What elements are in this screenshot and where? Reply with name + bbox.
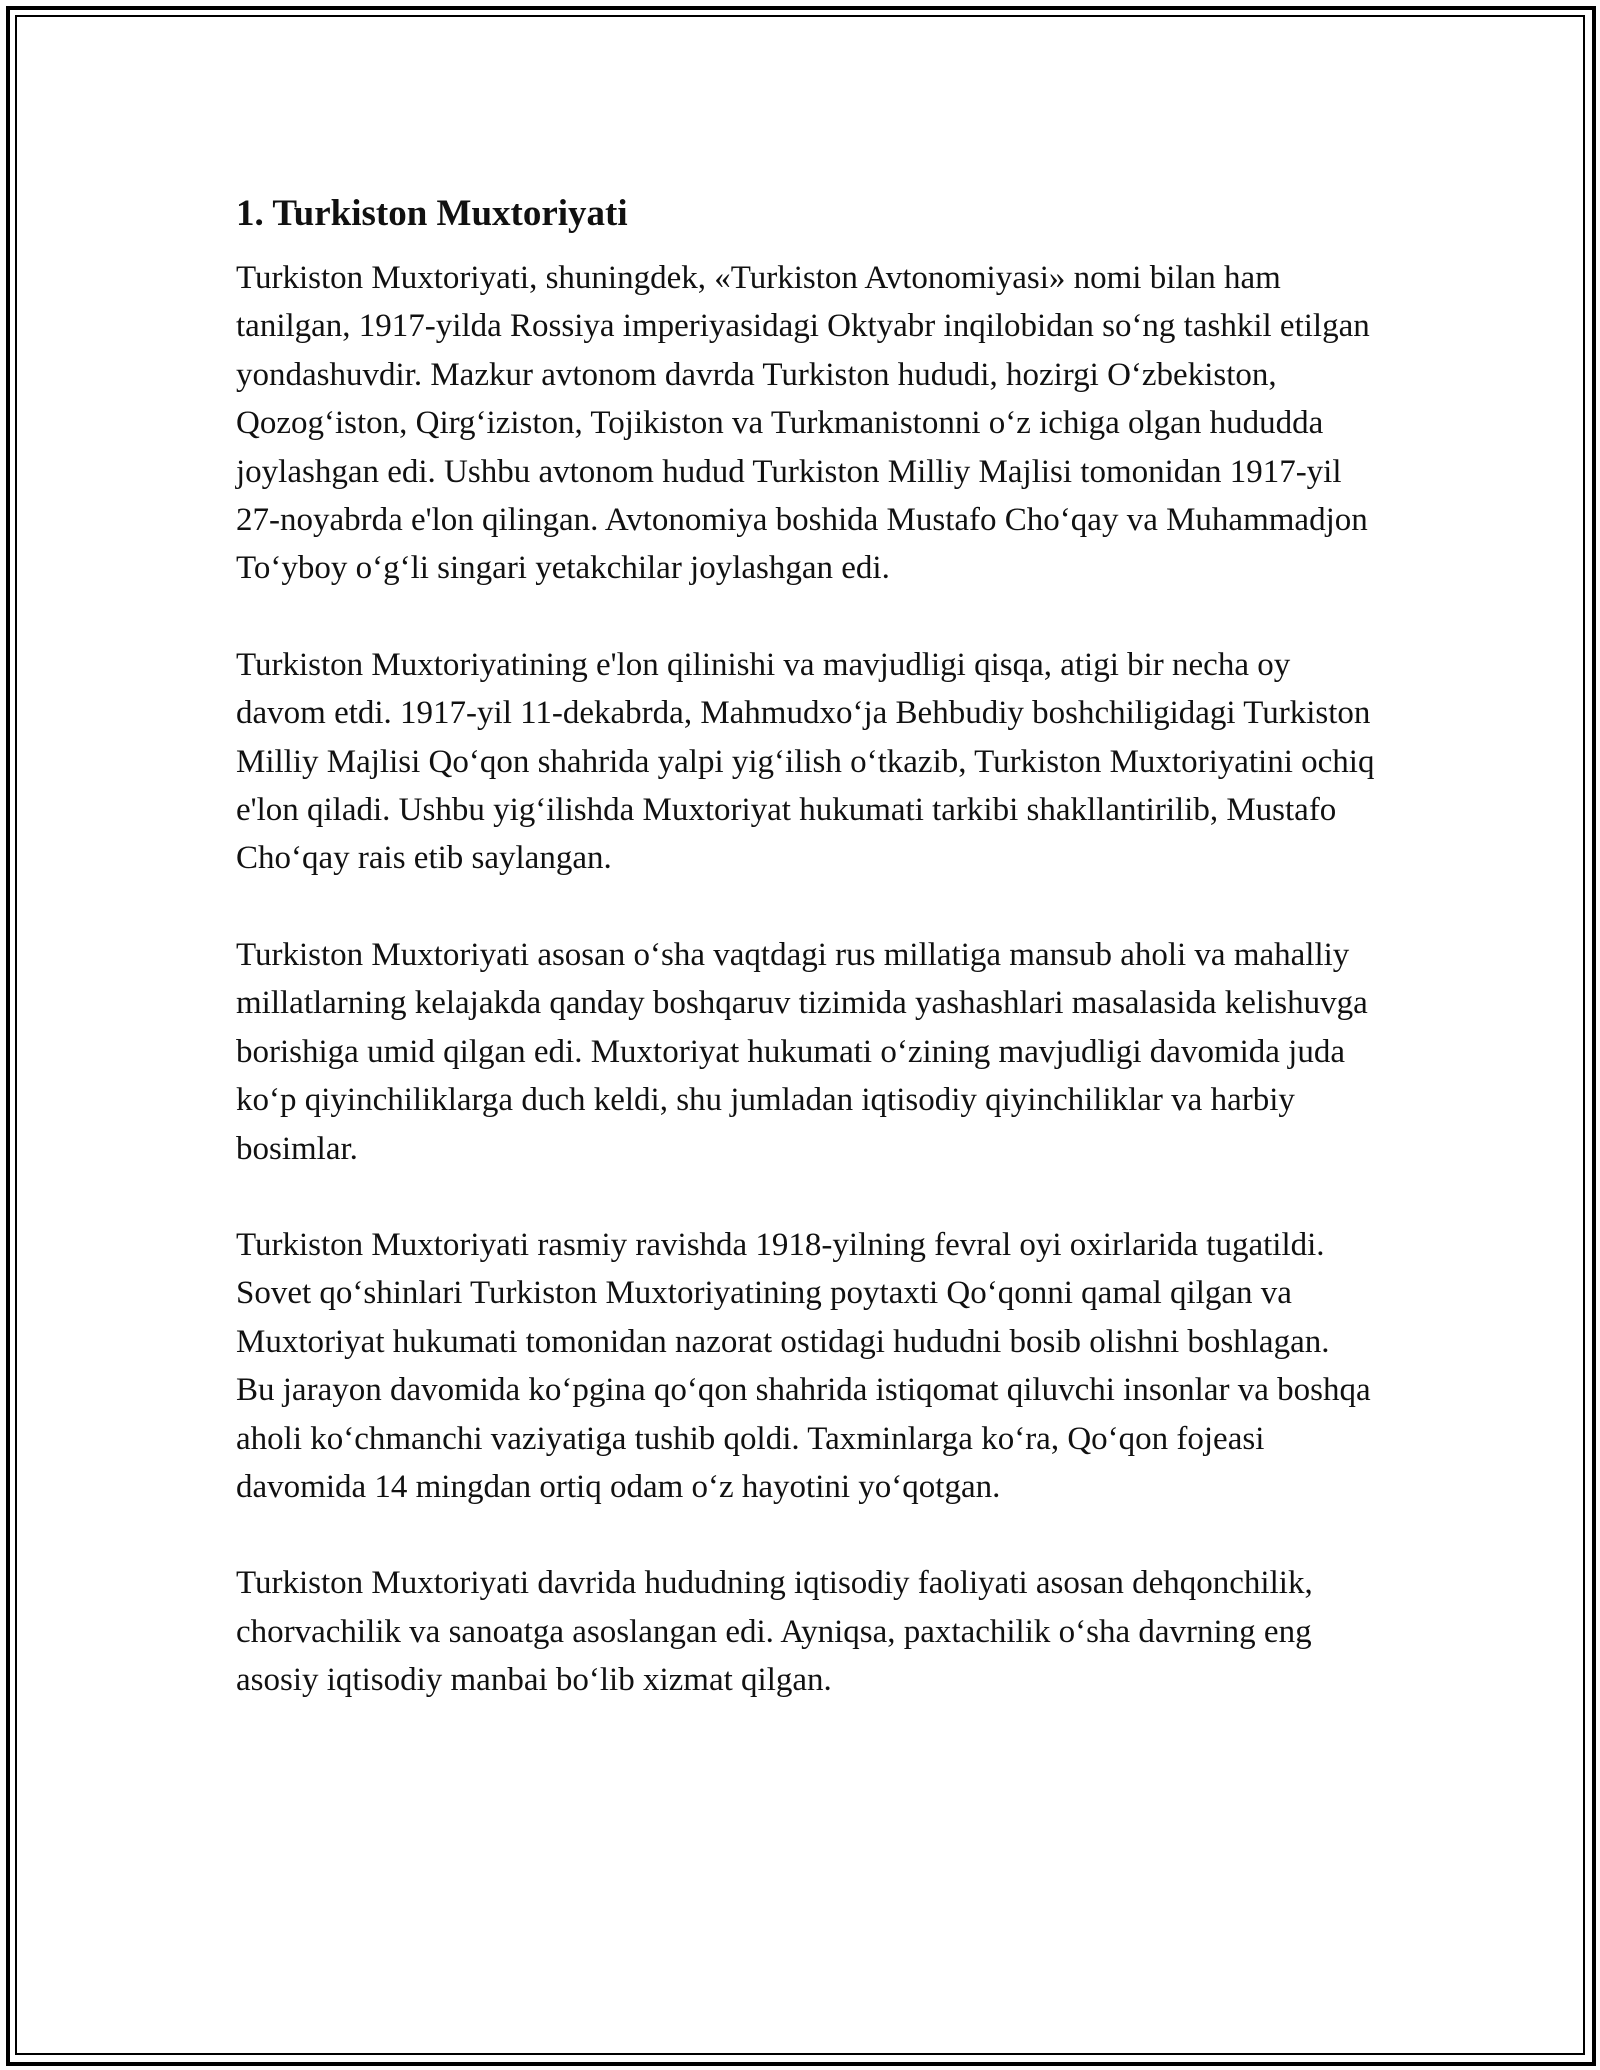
- paragraph-5: Turkiston Muxtoriyati davrida hududning iqtisodiy faoliyati asosan dehqonchilik, chorvachilik va sanoatga asoslangan edi. Ayniqsa, paxtachilik o‘sha davrning eng asosiy iqtisodiy manbai bo‘lib xizmat qilgan.: [236, 1565, 1313, 1699]
- paragraph-1: Turkiston Muxtoriyati, shuningdek, «Turkiston Avtonomiyasi» nomi bilan ham tanilgan, 1917-yilda Rossiya imperiyasidagi Oktyabr inqilobidan so‘ng tashkil etilgan yondashuvdir. Mazkur avtonom davrda Turkiston hududi, hozirgi O‘zbekiston, Qozog‘iston, Qirg‘iziston, Tojikiston va Turkmanistonni o‘z ichiga olgan hududda joylashgan edi. Ushbu avtonom hudud Turkiston Milliy Majlisi tomonidan 1917-yil 27-noyabrda e'lon qilingan. Avtonomiya boshida Mustafo Cho‘qay va Muhammadjon To‘yboy o‘g‘li singari yetakchilar joylashgan edi.: [236, 260, 1370, 587]
- document-body: [236, 186, 1376, 1753]
- section-heading: 1. Turkiston Muxtoriyati: [236, 193, 628, 234]
- paragraph-2: Turkiston Muxtoriyatining e'lon qilinishi va mavjudligi qisqa, atigi bir necha oy davom etdi. 1917-yil 11-dekabrda, Mahmudxo‘ja Behbudiy boshchiligidagi Turkiston Milliy Majlisi Qo‘qon shahrida yalpi yig‘ilish o‘tkazib, Turkiston Muxtoriyatini ochiq e'lon qiladi. Ushbu yig‘ilishda Muxtoriyat hukumati tarkibi shakllantirilib, Mustafo Cho‘qay rais etib saylangan.: [236, 646, 1375, 877]
- paragraph-3: Turkiston Muxtoriyati asosan o‘sha vaqtdagi rus millatiga mansub aholi va mahalliy millatlarning kelajakda qanday boshqaruv tizimida yashashlari masalasida kelishuvga borishiga umid qilgan edi. Muxtoriyat hukumati o‘zining mavjudligi davomida juda ko‘p qiyinchiliklarga duch keldi, shu jumladan iqtisodiy qiyinchiliklar va harbiy bosimlar.: [236, 936, 1368, 1167]
- paragraph-4: Turkiston Muxtoriyati rasmiy ravishda 1918-yilning fevral oyi oxirlarida tugatildi. Sovet qo‘shinlari Turkiston Muxtoriyatining poytaxti Qo‘qonni qamal qilgan va Muxtoriyat hukumati tomonidan nazorat ostidagi hududni bosib olishni boshlagan. Bu jarayon davomida ko‘pgina qo‘qon shahrida istiqomat qiluvchi insonlar va boshqa aholi ko‘chmanchi vaziyatiga tushib qoldi. Taxminlarga ko‘ra, Qo‘qon fojeasi davomida 14 mingdan ortiq odam o‘z hayotini yo‘qotgan.: [236, 1226, 1371, 1505]
